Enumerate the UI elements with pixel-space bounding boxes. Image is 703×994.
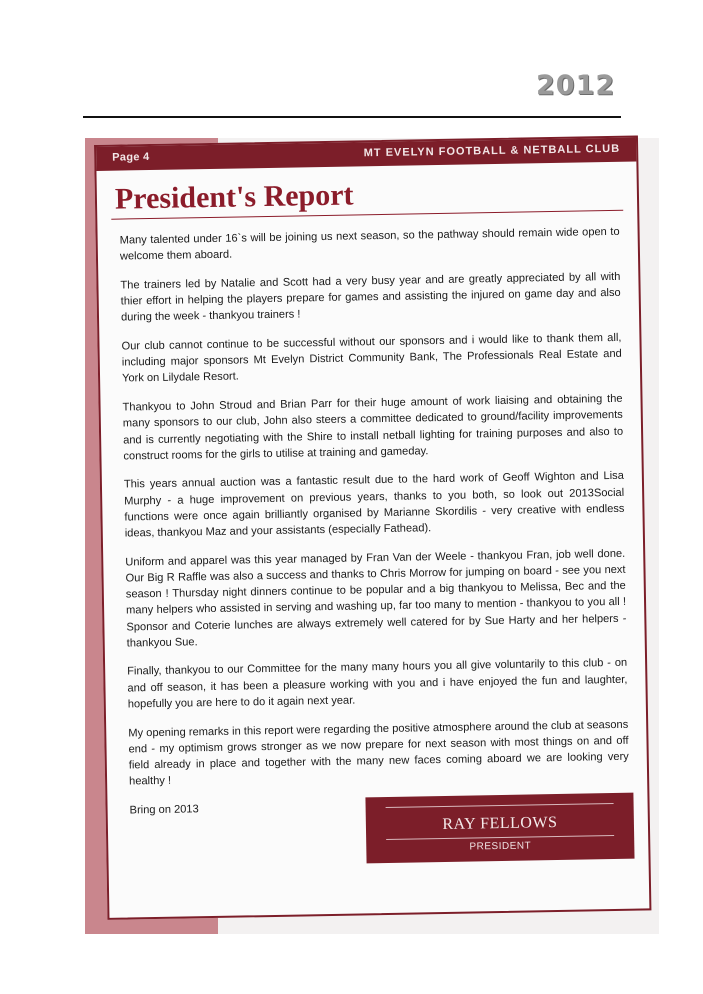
report-paragraph: This years annual auction was a fantastic result due to the hard work of Geoff Wighton and Lisa Murphy - a huge improvement on previous years, thanks to you both, so look out 2013Social functions were once again brilliantly organised by Marianne Skordilis - very creative with endless ideas, thankyou Maz and your assistants (especially Fathead).	[123, 470, 625, 540]
report-paragraph: Finally, thankyou to our Committee for the many many hours you all give voluntarily to this club - on and off season, it has been a pleasure working with you and i have enjoyed the fun and laughter, hopefully you are here to do it again next year.	[127, 657, 628, 711]
report-body	[120, 224, 630, 831]
newsletter-page	[94, 136, 651, 920]
club-name: MT EVELYN FOOTBALL & NETBALL CLUB	[363, 142, 621, 160]
report-paragraph: Many talented under 16`s will be joining us next season, so the pathway should remain wide open to welcome them aboard.	[119, 225, 620, 263]
report-paragraph: My opening remarks in this report were regarding the positive atmosphere around the club at seasons end - my optimism grows stronger as we now prepare for next season with most things on and off field already in place and together with the many new faces coming aboard we are looking very healthy !	[128, 718, 629, 788]
document-year: 2012	[536, 70, 616, 101]
signature-role: PRESIDENT	[469, 840, 532, 853]
page-number: Page 4	[112, 151, 150, 164]
report-closing: Bring on 2013	[129, 803, 199, 817]
signature-top-rule	[386, 803, 614, 808]
report-paragraph: The trainers led by Natalie and Scott had a very busy year and are greatly appreciated by all with thier effort in helping the players prepare for games and assisting the injured on game day and also during the week - thankyou trainers !	[120, 270, 621, 324]
report-paragraph: Uniform and apparel was this year managed by Fran Van der Weele - thankyou Fran, job well done. Our Big R Raffle was also a success and thanks to Chris Morrow for jumping on board - see you next season ! Thursday night dinners continue to be popular and a big thankyou to Melissa, Bec and the many helpers who assisted in serving and washing up, far too many to mention - thankyou to you all ! Sponsor and Coterie lunches are always extremely well catered for by Sue Harty and her helpers - thankyou Sue.	[125, 547, 627, 650]
header-divider	[83, 116, 621, 118]
signature-name: RAY FELLOWS	[442, 814, 558, 834]
page-title: President's Report	[114, 178, 354, 216]
report-paragraph: Our club cannot continue to be successful without our sponsors and i would like to thank them all, including major sponsors Mt Evelyn District Community Bank, The Professionals Real Estate and York on Lilydale Resort.	[121, 331, 622, 385]
report-paragraph: Thankyou to John Stroud and Brian Parr for their huge amount of work liaising and obtaining the many sponsors to our club, John also steers a committee dedicated to ground/facility improvements and is currently negotiating with the Shire to install netball lighting for training purposes and also to construct rooms for the girls to utilise at training and gameday.	[122, 392, 624, 463]
newsletter-header-bar	[96, 138, 636, 171]
signature-box	[365, 793, 634, 864]
